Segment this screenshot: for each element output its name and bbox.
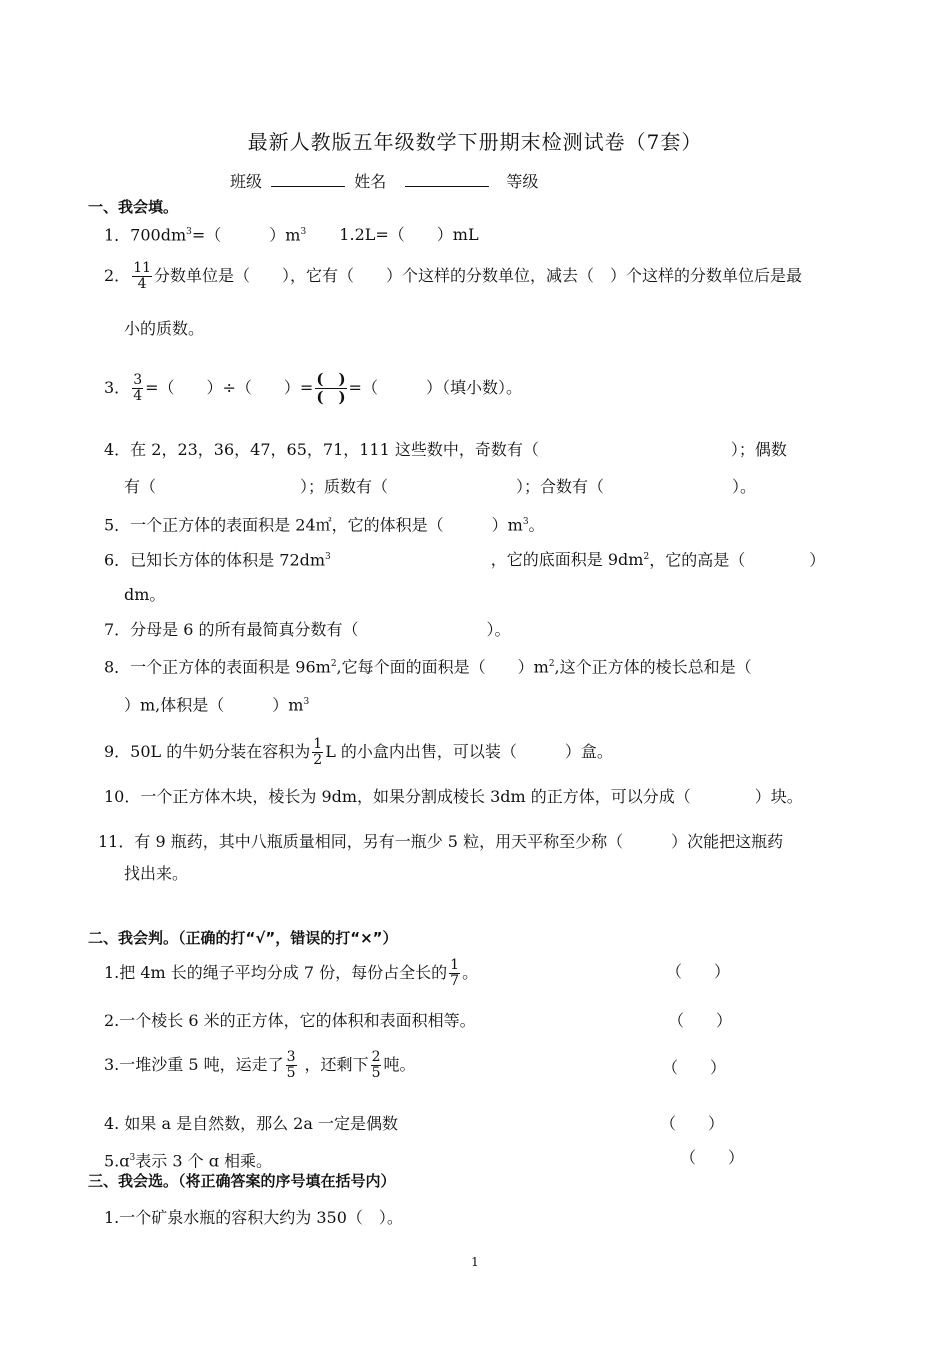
fraction: $\frac{2}{5}$ bbox=[371, 1049, 381, 1081]
fraction: $\frac{3}{4}$ bbox=[133, 372, 143, 404]
question-2-1: 1.把 4m 长的绳子平均分成 7 份，每份占全长的 $\frac{1}{7}$ 。 bbox=[104, 957, 479, 989]
question-1-2-cont: 小的质数。 bbox=[124, 319, 205, 338]
question-1-11: 11．有 9 瓶药，其中八瓶质量相同，另有一瓶少 5 粒，用天平称至少称（ ）次能把这瓶药 bbox=[98, 832, 784, 851]
fraction: $\frac{1}{2}$ bbox=[313, 736, 323, 768]
question-1-8-cont: ）m,体积是（ ）$m^3$ bbox=[124, 695, 310, 715]
question-1-11-cont: 找出来。 bbox=[124, 864, 189, 883]
question-1-6: 6．已知长方体的体积是 $72dm^3$ ，它的底面积是 $9dm^2$，它的高是（ ） bbox=[104, 550, 826, 570]
question-3-1: 1.一个矿泉水瓶的容积大约为 350（ ）。 bbox=[104, 1208, 403, 1227]
answer-paren-2-2[interactable]: （ ） bbox=[668, 1011, 733, 1030]
question-1-3: 3． $\frac{3}{4}$ =（ ）÷（ ）= $\frac{( )}{( )}$ =（ ）（填小数）。 bbox=[104, 370, 522, 406]
answer-paren-2-3[interactable]: （ ） bbox=[662, 1058, 727, 1077]
question-1-5: 5．一个正方体的表面积是 24㎡，它的体积是（ ）$m^3$。 bbox=[104, 515, 545, 535]
answer-paren-2-5[interactable]: （ ） bbox=[680, 1148, 745, 1167]
fraction: $\frac{3}{5}$ bbox=[286, 1049, 296, 1081]
question-1-10: 10．一个正方体木块，棱长为 9dm，如果分割成棱长 3dm 的正方体，可以分成（ ）块。 bbox=[104, 787, 803, 806]
question-1-4: 4．在 2，23，36，47，65，71，111 这些数中，奇数有（ ）；偶数 bbox=[104, 440, 787, 459]
section-3-heading: 三、我会选。（将正确答案的序号填在括号内） bbox=[88, 1172, 396, 1190]
question-1-8: 8．一个正方体的表面积是 $96m^2$,它每个面的面积是（ ）$m^2$,这个正方体的棱长总和是（ bbox=[104, 657, 752, 677]
grade-label: 等级 bbox=[506, 172, 539, 191]
answer-paren-2-4[interactable]: （ ） bbox=[660, 1114, 725, 1133]
question-1-9: 9．50L 的牛奶分装在容积为 $\frac{1}{2}$ L 的小盒内出售，可以装（ ）盒。 bbox=[104, 736, 613, 768]
name-field[interactable] bbox=[405, 172, 489, 187]
blank-fraction: $\frac{( )}{( )}$ bbox=[316, 370, 346, 406]
question-1-7: 7．分母是 6 的所有最简真分数有（ ）。 bbox=[104, 620, 511, 639]
class-label: 班级 bbox=[230, 172, 263, 191]
class-field[interactable] bbox=[271, 172, 345, 187]
question-1-2: 2． $\frac{11}{4}$ 分数单位是（ ），它有（ ）个这样的分数单位，减去（ ）个这样的分数单位后是最 bbox=[104, 260, 803, 292]
page-number: 1 bbox=[471, 1255, 479, 1269]
question-2-4: 4. 如果 a 是自然数，那么 2a 一定是偶数 bbox=[104, 1114, 398, 1133]
question-1-1: 1．$700dm^3=$（ ）$m^3$ 1.2L=（ ）mL bbox=[104, 225, 479, 245]
answer-paren-2-1[interactable]: （ ） bbox=[666, 962, 731, 981]
question-2-2: 2.一个棱长 6 米的正方体，它的体积和表面积相等。 bbox=[104, 1011, 476, 1030]
question-1-6-cont: dm。 bbox=[124, 585, 166, 604]
question-2-5: 5.ɑ$^3$表示 3 个 ɑ 相乘。 bbox=[104, 1151, 273, 1171]
section-1-heading: 一、我会填。 bbox=[88, 198, 179, 216]
question-2-3: 3.一堆沙重 5 吨，运走了 $\frac{3}{5}$ ，还剩下 $\frac{2}{5}$ 吨。 bbox=[104, 1049, 416, 1081]
fraction: $\frac{1}{7}$ bbox=[450, 957, 460, 989]
page-title: 最新人教版五年级数学下册期末检测试卷（7套） bbox=[247, 130, 703, 154]
header-fields bbox=[230, 172, 538, 192]
question-1-4-cont: 有（ ）；质数有（ ）；合数有（ ）。 bbox=[124, 477, 757, 496]
name-label: 姓名 bbox=[354, 172, 387, 191]
section-2-heading: 二、我会判。（正确的打“√”，错误的打“×”） bbox=[88, 929, 398, 947]
fraction: $\frac{11}{4}$ bbox=[133, 260, 152, 292]
